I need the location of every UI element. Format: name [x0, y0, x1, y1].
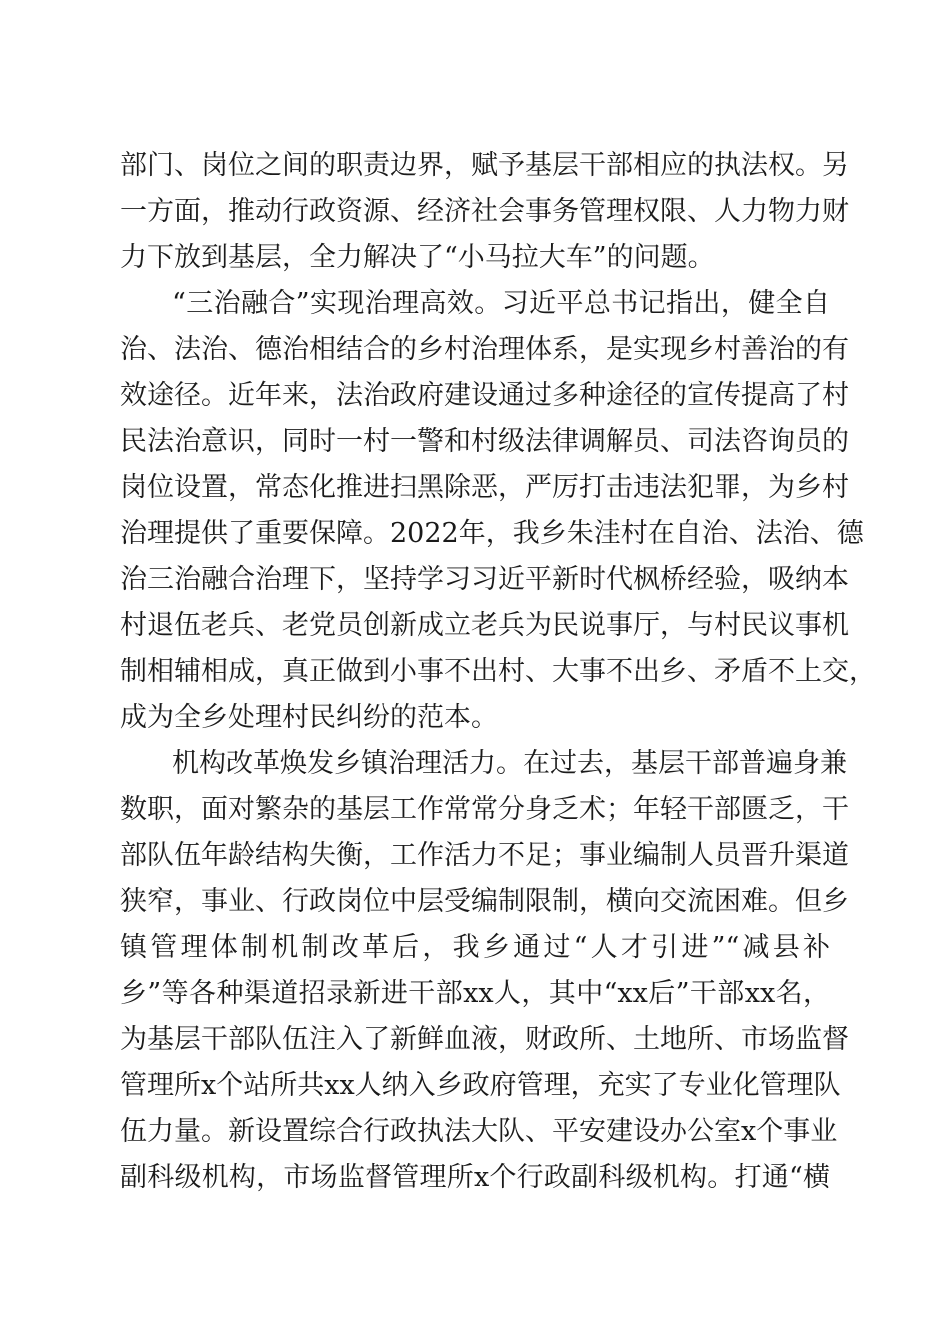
paragraph-3-line-1: 机构改革焕发乡镇治理活力。在过去，基层干部普遍身兼	[172, 748, 847, 779]
paragraph-3-line-4: 狭窄，事业、行政岗位中层受编制限制，横向交流困难。但乡	[120, 886, 849, 917]
paragraph-3-line-9: 伍力量。新设置综合行政执法大队、平安建设办公室x个事业	[120, 1116, 838, 1147]
paragraph-3-line-3: 部队伍年龄结构失衡，工作活力不足；事业编制人员晋升渠道	[120, 840, 849, 871]
paragraph-3-line-8: 管理所x个站所共xx人纳入乡政府管理，充实了专业化管理队	[120, 1070, 841, 1101]
paragraph-3-line-7: 为基层干部队伍注入了新鲜血液，财政所、土地所、市场监督	[120, 1024, 849, 1055]
paragraph-3-line-5: 镇管理体制机制改革后，我乡通过“人才引进”“减县补	[120, 932, 830, 963]
paragraph-2-line-8: 村退伍老兵、老党员创新成立老兵为民说事厅，与村民议事机	[120, 610, 849, 641]
paragraph-2-line-7: 治三治融合治理下，坚持学习习近平新时代枫桥经验，吸纳本	[120, 564, 849, 595]
paragraph-1-line-2: 一方面，推动行政资源、经济社会事务管理权限、人力物力财	[120, 196, 849, 227]
paragraph-3-line-10: 副科级机构，市场监督管理所x个行政副科级机构。打通“横	[120, 1162, 830, 1193]
paragraph-2-line-1: “三治融合”实现治理高效。习近平总书记指出，健全自	[172, 288, 830, 319]
paragraph-2-line-9: 制相辅相成，真正做到小事不出村、大事不出乡、矛盾不上交，	[120, 656, 876, 687]
paragraph-3-line-6: 乡”等各种渠道招录新进干部xx人，其中“xx后”干部xx名，	[120, 978, 830, 1009]
paragraph-3-line-2: 数职，面对繁杂的基层工作常常分身乏术；年轻干部匮乏，干	[120, 794, 849, 825]
paragraph-1-line-1: 部门、岗位之间的职责边界，赋予基层干部相应的执法权。另	[120, 150, 849, 181]
paragraph-2-line-4: 民法治意识，同时一村一警和村级法律调解员、司法咨询员的	[120, 426, 849, 457]
paragraph-2-line-3: 效途径。近年来，法治政府建设通过多种途径的宣传提高了村	[120, 380, 849, 411]
paragraph-2-line-6: 治理提供了重要保障。2022年，我乡朱洼村在自治、法治、德	[120, 518, 864, 549]
paragraph-1-line-3: 力下放到基层，全力解决了“小马拉大车”的问题。	[120, 242, 715, 273]
paragraph-2-line-5: 岗位设置，常态化推进扫黑除恶，严厉打击违法犯罪，为乡村	[120, 472, 849, 503]
paragraph-2-line-10: 成为全乡处理村民纠纷的范本。	[120, 702, 498, 733]
paragraph-2-line-2: 治、法治、德治相结合的乡村治理体系，是实现乡村善治的有	[120, 334, 849, 365]
